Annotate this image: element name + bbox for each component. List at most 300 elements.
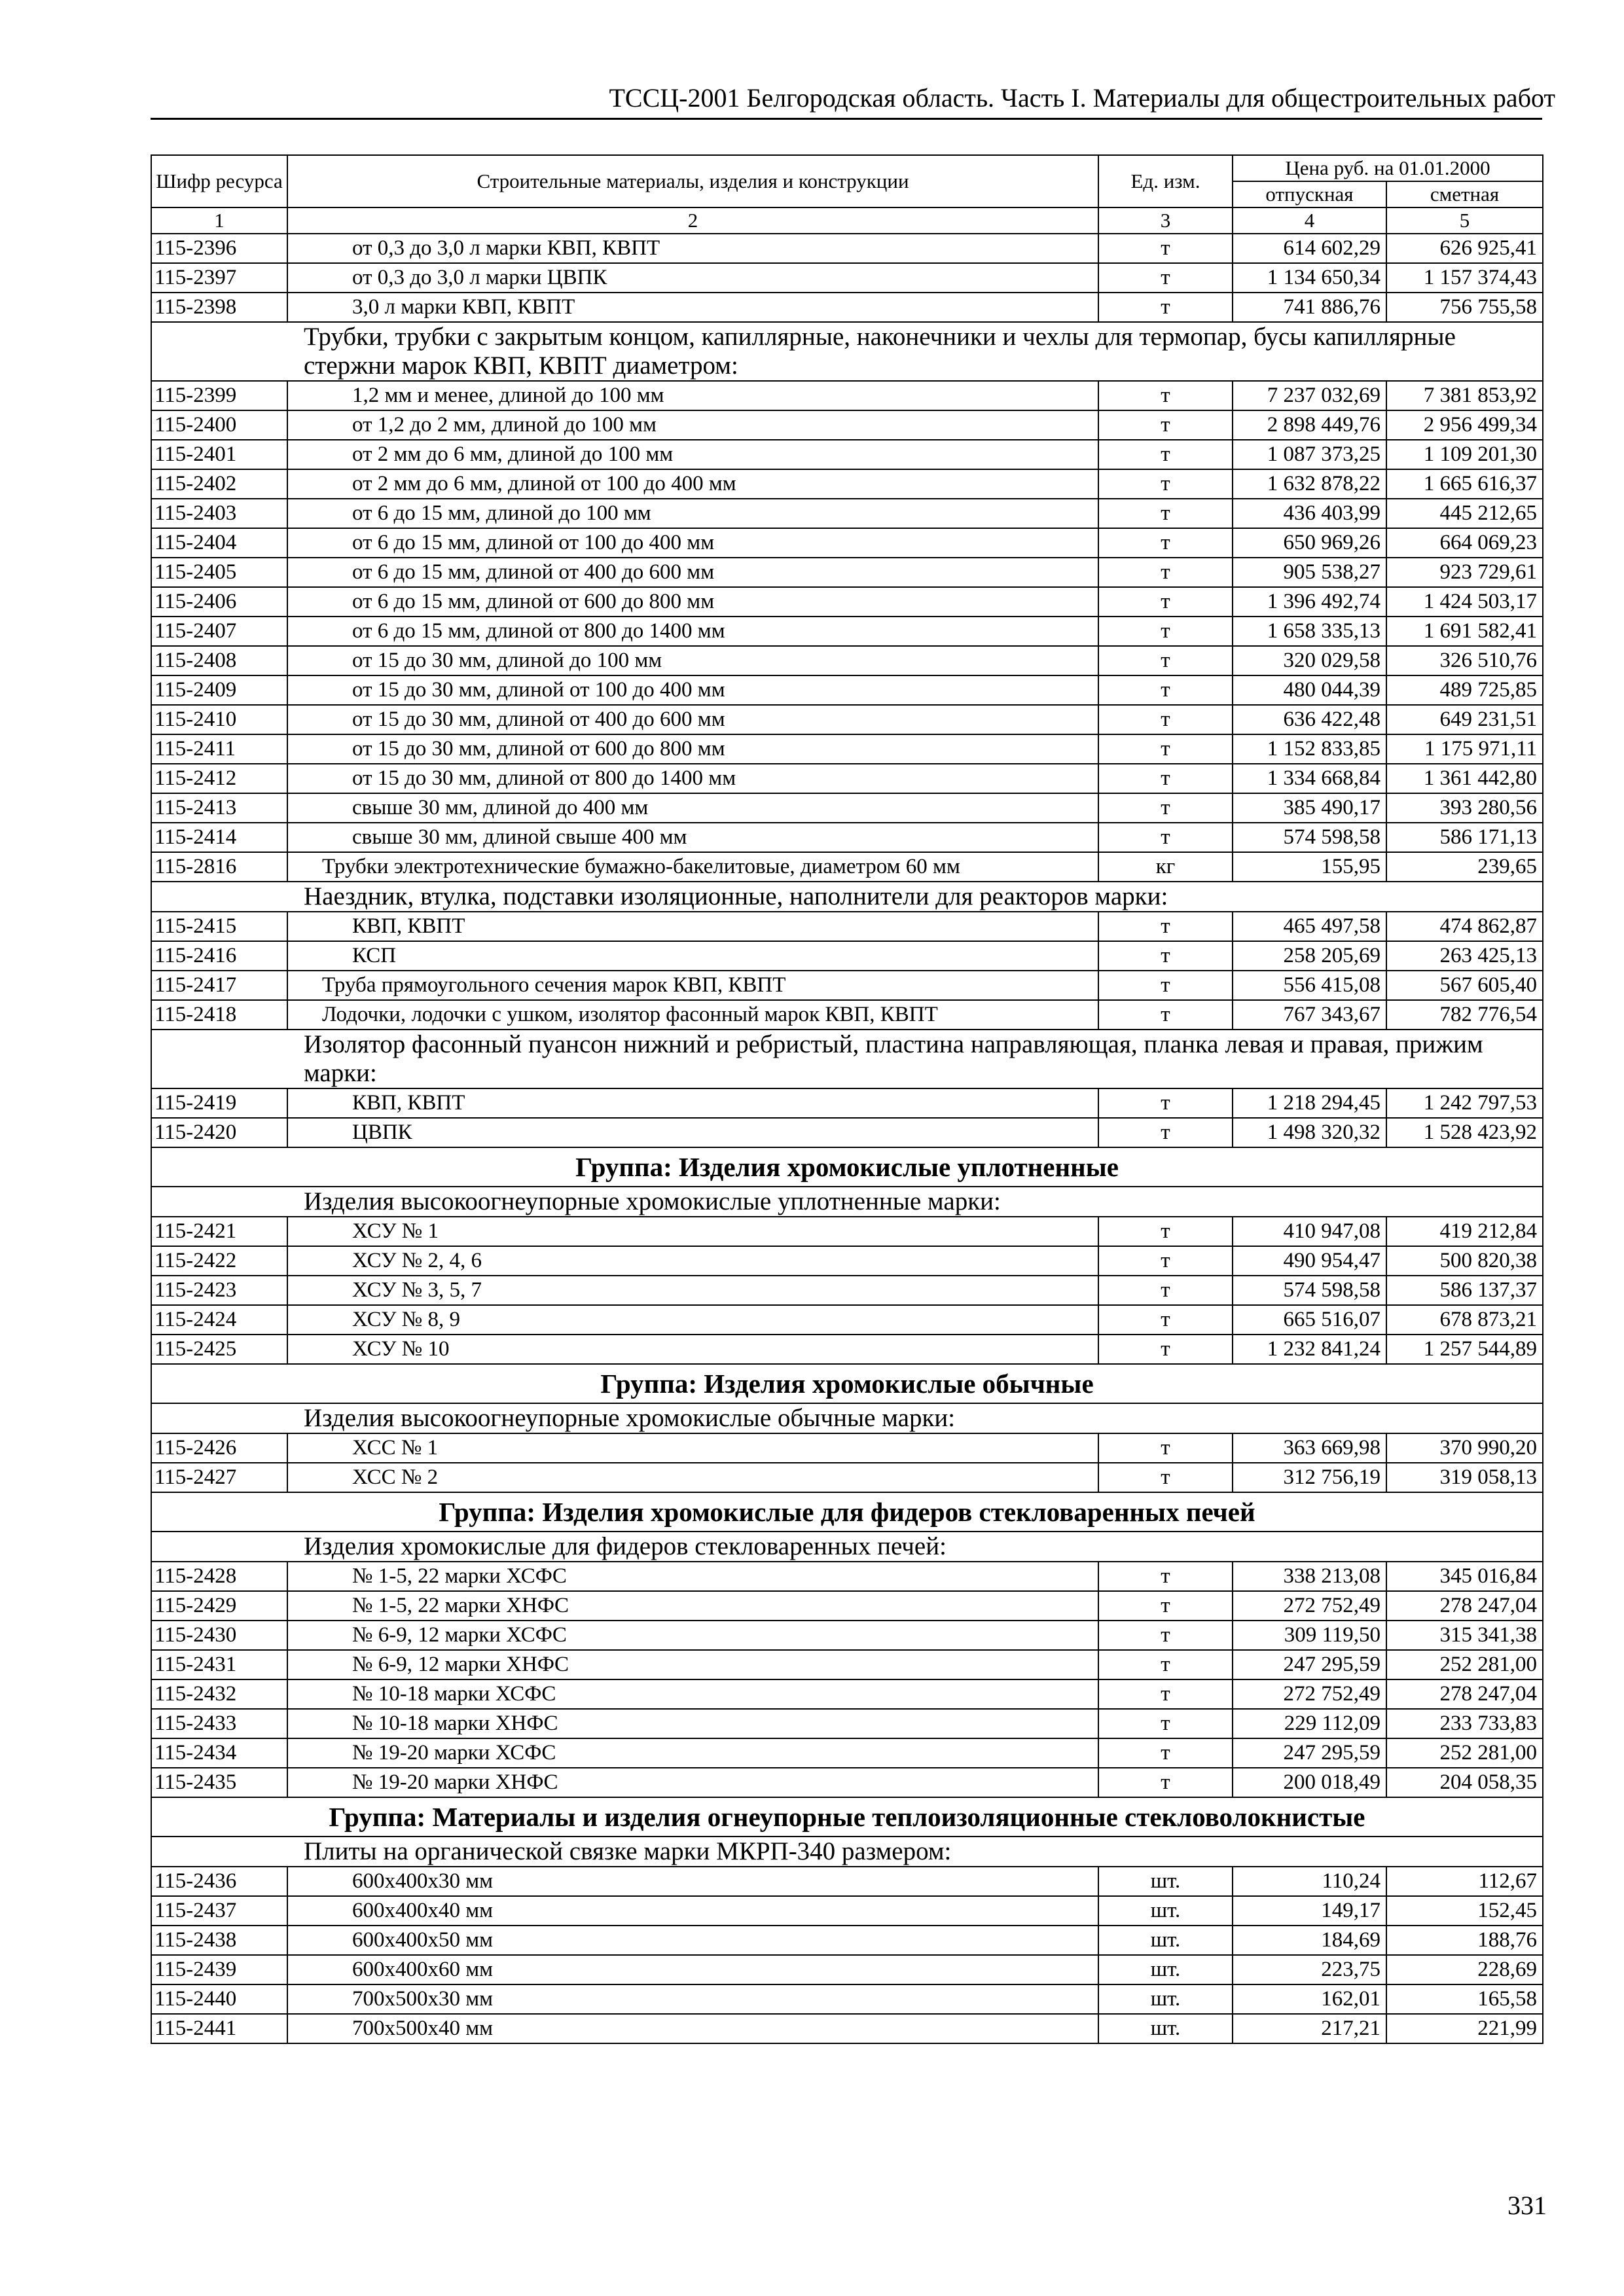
- resource-code: 115-2397: [151, 263, 287, 293]
- unit: т: [1098, 263, 1233, 293]
- table-row: [151, 234, 1543, 263]
- table-row: [151, 381, 1543, 410]
- release-price: 436 403,99: [1233, 499, 1386, 528]
- release-price: 110,24: [1233, 1867, 1386, 1896]
- estimate-price: 326 510,76: [1386, 646, 1543, 675]
- table-row: [151, 1738, 1543, 1768]
- table-row: [151, 1591, 1543, 1621]
- estimate-price: 419 212,84: [1386, 1217, 1543, 1246]
- release-price: 665 516,07: [1233, 1305, 1386, 1335]
- unit: т: [1098, 1709, 1233, 1738]
- estimate-price: 756 755,58: [1386, 293, 1543, 322]
- table-row: [151, 1118, 1543, 1147]
- table-row: [151, 1955, 1543, 1984]
- material-name: от 2 мм до 6 мм, длиной от 100 до 400 мм: [287, 469, 1098, 499]
- material-name: 600x400x30 мм: [287, 1867, 1098, 1896]
- material-name: ХСУ № 8, 9: [287, 1305, 1098, 1335]
- table-row: [151, 1650, 1543, 1679]
- unit: шт.: [1098, 1867, 1233, 1896]
- group-heading: Группа: Материалы и изделия огнеупорные теплоизоляционные стекловолокнистые: [151, 1797, 1543, 1837]
- material-name: от 15 до 30 мм, длиной от 100 до 400 мм: [287, 675, 1098, 705]
- unit: шт.: [1098, 2014, 1233, 2043]
- resource-code: 115-2409: [151, 675, 287, 705]
- release-price: 636 422,48: [1233, 705, 1386, 734]
- table-row: [151, 440, 1543, 469]
- release-price: 217,21: [1233, 2014, 1386, 2043]
- table-row: [151, 1088, 1543, 1118]
- resource-code: 115-2426: [151, 1433, 287, 1463]
- release-price: 1 232 841,24: [1233, 1335, 1386, 1364]
- table-row: [151, 1305, 1543, 1335]
- table-row: [151, 1217, 1543, 1246]
- estimate-price: 586 137,37: [1386, 1276, 1543, 1305]
- resource-code: 115-2431: [151, 1650, 287, 1679]
- release-price: 490 954,47: [1233, 1246, 1386, 1276]
- table-row: [151, 263, 1543, 293]
- estimate-price: 649 231,51: [1386, 705, 1543, 734]
- release-price: 574 598,58: [1233, 823, 1386, 852]
- unit: т: [1098, 764, 1233, 793]
- group-row: [151, 1797, 1543, 1837]
- material-name: 700x500x30 мм: [287, 1984, 1098, 2014]
- resource-code: 115-2399: [151, 381, 287, 410]
- subsection-row: [151, 882, 1543, 912]
- release-price: 155,95: [1233, 852, 1386, 882]
- material-name: от 15 до 30 мм, длиной от 400 до 600 мм: [287, 705, 1098, 734]
- material-name: 600x400x50 мм: [287, 1926, 1098, 1955]
- material-name: № 1-5, 22 марки ХСФС: [287, 1562, 1098, 1591]
- resource-code: 115-2400: [151, 410, 287, 440]
- group-heading: Группа: Изделия хромокислые уплотненные: [151, 1147, 1543, 1187]
- material-name: 600x400x60 мм: [287, 1955, 1098, 1984]
- table-row: [151, 705, 1543, 734]
- release-price: 149,17: [1233, 1896, 1386, 1926]
- unit: т: [1098, 528, 1233, 558]
- unit: т: [1098, 1650, 1233, 1679]
- release-price: 229 112,09: [1233, 1709, 1386, 1738]
- resource-code: 115-2436: [151, 1867, 287, 1896]
- unit: т: [1098, 1276, 1233, 1305]
- estimate-price: 1 257 544,89: [1386, 1335, 1543, 1364]
- material-name: от 6 до 15 мм, длиной от 600 до 800 мм: [287, 587, 1098, 617]
- material-name: Труба прямоугольного сечения марок КВП, КВПТ: [287, 971, 1098, 1000]
- release-price: 574 598,58: [1233, 1276, 1386, 1305]
- unit: т: [1098, 1621, 1233, 1650]
- estimate-price: 370 990,20: [1386, 1433, 1543, 1463]
- table-row: [151, 1896, 1543, 1926]
- resource-code: 115-2428: [151, 1562, 287, 1591]
- page-header-title: ТССЦ-2001 Белгородская область. Часть I. Материалы для общестроительных работ: [609, 83, 1555, 113]
- table-row: [151, 1867, 1543, 1896]
- table-row: [151, 1679, 1543, 1709]
- resource-code: 115-2402: [151, 469, 287, 499]
- subsection-heading: Трубки, трубки с закрытым концом, капиллярные, наконечники и чехлы для термопар, бусы капиллярные стержни марок КВП, КВПТ диаметром:: [151, 322, 1543, 381]
- material-name: № 6-9, 12 марки ХСФС: [287, 1621, 1098, 1650]
- release-price: 258 205,69: [1233, 941, 1386, 971]
- table-row: [151, 764, 1543, 793]
- material-name: № 19-20 марки ХНФС: [287, 1768, 1098, 1797]
- table-row: [151, 558, 1543, 587]
- estimate-price: 278 247,04: [1386, 1591, 1543, 1621]
- page-number: 331: [1507, 2191, 1547, 2220]
- material-name: свыше 30 мм, длиной до 400 мм: [287, 793, 1098, 823]
- estimate-price: 393 280,56: [1386, 793, 1543, 823]
- unit: т: [1098, 1335, 1233, 1364]
- release-price: 272 752,49: [1233, 1591, 1386, 1621]
- estimate-price: 1 528 423,92: [1386, 1118, 1543, 1147]
- price-table: [151, 154, 1543, 2044]
- unit: т: [1098, 469, 1233, 499]
- material-name: ХСС № 1: [287, 1433, 1098, 1463]
- table-row: [151, 1562, 1543, 1591]
- estimate-price: 2 956 499,34: [1386, 410, 1543, 440]
- unit: т: [1098, 1738, 1233, 1768]
- table-row: [151, 1276, 1543, 1305]
- table-row: [151, 971, 1543, 1000]
- header-divider: [151, 118, 1542, 120]
- unit: т: [1098, 1433, 1233, 1463]
- material-name: № 10-18 марки ХСФС: [287, 1679, 1098, 1709]
- release-price: 223,75: [1233, 1955, 1386, 1984]
- estimate-price: 1 109 201,30: [1386, 440, 1543, 469]
- unit: т: [1098, 734, 1233, 764]
- material-name: Лодочки, лодочки с ушком, изолятор фасонный марок КВП, КВПТ: [287, 1000, 1098, 1030]
- resource-code: 115-2413: [151, 793, 287, 823]
- estimate-price: 1 361 442,80: [1386, 764, 1543, 793]
- resource-code: 115-2425: [151, 1335, 287, 1364]
- estimate-price: 252 281,00: [1386, 1650, 1543, 1679]
- estimate-price: 278 247,04: [1386, 1679, 1543, 1709]
- subsection-heading: Наездник, втулка, подставки изоляционные, наполнители для реакторов марки:: [151, 882, 1543, 912]
- material-name: от 0,3 до 3,0 л марки КВП, КВПТ: [287, 234, 1098, 263]
- header-release: отпускная: [1233, 181, 1386, 207]
- release-price: 905 538,27: [1233, 558, 1386, 587]
- estimate-price: 112,67: [1386, 1867, 1543, 1896]
- unit: кг: [1098, 852, 1233, 882]
- material-name: свыше 30 мм, длиной свыше 400 мм: [287, 823, 1098, 852]
- material-name: от 6 до 15 мм, длиной от 800 до 1400 мм: [287, 617, 1098, 646]
- table-header: [151, 155, 1543, 234]
- unit: т: [1098, 912, 1233, 941]
- group-heading: Группа: Изделия хромокислые обычные: [151, 1364, 1543, 1403]
- table-row: [151, 793, 1543, 823]
- material-name: № 10-18 марки ХНФС: [287, 1709, 1098, 1738]
- estimate-price: 678 873,21: [1386, 1305, 1543, 1335]
- resource-code: 115-2396: [151, 234, 287, 263]
- unit: т: [1098, 440, 1233, 469]
- unit: т: [1098, 1768, 1233, 1797]
- resource-code: 115-2423: [151, 1276, 287, 1305]
- release-price: 614 602,29: [1233, 234, 1386, 263]
- table-row: [151, 1246, 1543, 1276]
- table-row: [151, 2014, 1543, 2043]
- material-name: от 15 до 30 мм, длиной до 100 мм: [287, 646, 1098, 675]
- unit: т: [1098, 617, 1233, 646]
- estimate-price: 204 058,35: [1386, 1768, 1543, 1797]
- release-price: 1 396 492,74: [1233, 587, 1386, 617]
- subsection-heading: Плиты на органической связке марки МКРП-340 размером:: [151, 1837, 1543, 1867]
- estimate-price: 1 175 971,11: [1386, 734, 1543, 764]
- table-row: [151, 1335, 1543, 1364]
- resource-code: 115-2417: [151, 971, 287, 1000]
- release-price: 1 134 650,34: [1233, 263, 1386, 293]
- resource-code: 115-2438: [151, 1926, 287, 1955]
- resource-code: 115-2430: [151, 1621, 287, 1650]
- header-name: Строительные материалы, изделия и конструкции: [287, 155, 1098, 207]
- material-name: ХСУ № 3, 5, 7: [287, 1276, 1098, 1305]
- resource-code: 115-2421: [151, 1217, 287, 1246]
- resource-code: 115-2406: [151, 587, 287, 617]
- estimate-price: 152,45: [1386, 1896, 1543, 1926]
- resource-code: 115-2416: [151, 941, 287, 971]
- group-row: [151, 1364, 1543, 1403]
- table-row: [151, 587, 1543, 617]
- subsection-row: [151, 1532, 1543, 1562]
- release-price: 1 087 373,25: [1233, 440, 1386, 469]
- estimate-price: 489 725,85: [1386, 675, 1543, 705]
- release-price: 650 969,26: [1233, 528, 1386, 558]
- group-heading: Группа: Изделия хромокислые для фидеров стекловаренных печей: [151, 1492, 1543, 1532]
- resource-code: 115-2418: [151, 1000, 287, 1030]
- unit: т: [1098, 705, 1233, 734]
- material-name: ХСУ № 10: [287, 1335, 1098, 1364]
- material-name: Трубки электротехнические бумажно-бакелитовые, диаметром 60 мм: [287, 852, 1098, 882]
- material-name: ХСУ № 1: [287, 1217, 1098, 1246]
- estimate-price: 319 058,13: [1386, 1463, 1543, 1492]
- unit: шт.: [1098, 1926, 1233, 1955]
- estimate-price: 923 729,61: [1386, 558, 1543, 587]
- release-price: 312 756,19: [1233, 1463, 1386, 1492]
- estimate-price: 221,99: [1386, 2014, 1543, 2043]
- estimate-price: 1 424 503,17: [1386, 587, 1543, 617]
- release-price: 184,69: [1233, 1926, 1386, 1955]
- release-price: 385 490,17: [1233, 793, 1386, 823]
- estimate-price: 188,76: [1386, 1926, 1543, 1955]
- material-name: КВП, КВПТ: [287, 912, 1098, 941]
- resource-code: 115-2405: [151, 558, 287, 587]
- release-price: 247 295,59: [1233, 1738, 1386, 1768]
- unit: шт.: [1098, 1955, 1233, 1984]
- resource-code: 115-2403: [151, 499, 287, 528]
- resource-code: 115-2407: [151, 617, 287, 646]
- material-name: ЦВПК: [287, 1118, 1098, 1147]
- resource-code: 115-2429: [151, 1591, 287, 1621]
- table-body: [151, 234, 1543, 2043]
- unit: т: [1098, 587, 1233, 617]
- resource-code: 115-2424: [151, 1305, 287, 1335]
- subsection-heading: Изолятор фасонный пуансон нижний и ребристый, пластина направляющая, планка левая и правая, прижим марки:: [151, 1030, 1543, 1088]
- unit: т: [1098, 823, 1233, 852]
- release-price: 338 213,08: [1233, 1562, 1386, 1591]
- table-row: [151, 675, 1543, 705]
- col-number: 4: [1233, 207, 1386, 234]
- unit: т: [1098, 941, 1233, 971]
- col-number: 5: [1386, 207, 1543, 234]
- unit: т: [1098, 1591, 1233, 1621]
- resource-code: 115-2415: [151, 912, 287, 941]
- release-price: 1 498 320,32: [1233, 1118, 1386, 1147]
- table-row: [151, 1621, 1543, 1650]
- resource-code: 115-2440: [151, 1984, 287, 2014]
- unit: т: [1098, 971, 1233, 1000]
- estimate-price: 1 157 374,43: [1386, 263, 1543, 293]
- unit: шт.: [1098, 1896, 1233, 1926]
- header-code: Шифр ресурса: [151, 155, 287, 207]
- table-row: [151, 852, 1543, 882]
- unit: т: [1098, 1562, 1233, 1591]
- material-name: № 6-9, 12 марки ХНФС: [287, 1650, 1098, 1679]
- material-name: № 1-5, 22 марки ХНФС: [287, 1591, 1098, 1621]
- subsection-row: [151, 1187, 1543, 1217]
- unit: т: [1098, 293, 1233, 322]
- resource-code: 115-2419: [151, 1088, 287, 1118]
- column-number-row: [151, 207, 1543, 234]
- subsection-heading: Изделия хромокислые для фидеров стекловаренных печей:: [151, 1532, 1543, 1562]
- estimate-price: 7 381 853,92: [1386, 381, 1543, 410]
- material-name: от 1,2 до 2 мм, длиной до 100 мм: [287, 410, 1098, 440]
- release-price: 556 415,08: [1233, 971, 1386, 1000]
- resource-code: 115-2410: [151, 705, 287, 734]
- release-price: 320 029,58: [1233, 646, 1386, 675]
- estimate-price: 228,69: [1386, 1955, 1543, 1984]
- estimate-price: 586 171,13: [1386, 823, 1543, 852]
- group-row: [151, 1492, 1543, 1532]
- material-name: 3,0 л марки КВП, КВПТ: [287, 293, 1098, 322]
- table-row: [151, 617, 1543, 646]
- col-number: 2: [287, 207, 1098, 234]
- release-price: 162,01: [1233, 1984, 1386, 2014]
- estimate-price: 263 425,13: [1386, 941, 1543, 971]
- release-price: 1 658 335,13: [1233, 617, 1386, 646]
- material-name: 700x500x40 мм: [287, 2014, 1098, 2043]
- resource-code: 115-2441: [151, 2014, 287, 2043]
- release-price: 1 152 833,85: [1233, 734, 1386, 764]
- release-price: 363 669,98: [1233, 1433, 1386, 1463]
- release-price: 247 295,59: [1233, 1650, 1386, 1679]
- unit: т: [1098, 1679, 1233, 1709]
- estimate-price: 664 069,23: [1386, 528, 1543, 558]
- material-name: от 6 до 15 мм, длиной от 400 до 600 мм: [287, 558, 1098, 587]
- subsection-row: [151, 1837, 1543, 1867]
- table-row: [151, 469, 1543, 499]
- subsection-row: [151, 1030, 1543, 1088]
- subsection-row: [151, 1403, 1543, 1433]
- resource-code: 115-2439: [151, 1955, 287, 1984]
- material-name: ХСУ № 2, 4, 6: [287, 1246, 1098, 1276]
- material-name: КВП, КВПТ: [287, 1088, 1098, 1118]
- unit: т: [1098, 675, 1233, 705]
- resource-code: 115-2433: [151, 1709, 287, 1738]
- estimate-price: 315 341,38: [1386, 1621, 1543, 1650]
- table-row: [151, 1926, 1543, 1955]
- unit: т: [1098, 381, 1233, 410]
- release-price: 767 343,67: [1233, 1000, 1386, 1030]
- release-price: 410 947,08: [1233, 1217, 1386, 1246]
- estimate-price: 782 776,54: [1386, 1000, 1543, 1030]
- unit: шт.: [1098, 1984, 1233, 2014]
- resource-code: 115-2408: [151, 646, 287, 675]
- resource-code: 115-2427: [151, 1463, 287, 1492]
- subsection-heading: Изделия высокоогнеупорные хромокислые уплотненные марки:: [151, 1187, 1543, 1217]
- release-price: 7 237 032,69: [1233, 381, 1386, 410]
- unit: т: [1098, 1217, 1233, 1246]
- release-price: 480 044,39: [1233, 675, 1386, 705]
- material-name: от 0,3 до 3,0 л марки ЦВПК: [287, 263, 1098, 293]
- estimate-price: 474 862,87: [1386, 912, 1543, 941]
- unit: т: [1098, 646, 1233, 675]
- subsection-row: [151, 322, 1543, 381]
- unit: т: [1098, 1305, 1233, 1335]
- release-price: 272 752,49: [1233, 1679, 1386, 1709]
- release-price: 741 886,76: [1233, 293, 1386, 322]
- material-name: от 6 до 15 мм, длиной до 100 мм: [287, 499, 1098, 528]
- release-price: 200 018,49: [1233, 1768, 1386, 1797]
- resource-code: 115-2412: [151, 764, 287, 793]
- unit: т: [1098, 1118, 1233, 1147]
- table-row: [151, 734, 1543, 764]
- unit: т: [1098, 1088, 1233, 1118]
- estimate-price: 239,65: [1386, 852, 1543, 882]
- resource-code: 115-2404: [151, 528, 287, 558]
- estimate-price: 567 605,40: [1386, 971, 1543, 1000]
- resource-code: 115-2422: [151, 1246, 287, 1276]
- estimate-price: 1 665 616,37: [1386, 469, 1543, 499]
- header-estimate: сметная: [1386, 181, 1543, 207]
- table-row: [151, 1709, 1543, 1738]
- table-row: [151, 912, 1543, 941]
- header-unit: Ед. изм.: [1098, 155, 1233, 207]
- table-row: [151, 528, 1543, 558]
- table-row: [151, 1000, 1543, 1030]
- resource-code: 115-2414: [151, 823, 287, 852]
- group-row: [151, 1147, 1543, 1187]
- table-row: [151, 1984, 1543, 2014]
- table-row: [151, 499, 1543, 528]
- resource-code: 115-2401: [151, 440, 287, 469]
- material-name: ХСС № 2: [287, 1463, 1098, 1492]
- release-price: 1 632 878,22: [1233, 469, 1386, 499]
- resource-code: 115-2437: [151, 1896, 287, 1926]
- estimate-price: 345 016,84: [1386, 1562, 1543, 1591]
- table-row: [151, 1433, 1543, 1463]
- material-name: от 15 до 30 мм, длиной от 800 до 1400 мм: [287, 764, 1098, 793]
- subsection-heading: Изделия высокоогнеупорные хромокислые обычные марки:: [151, 1403, 1543, 1433]
- material-name: 1,2 мм и менее, длиной до 100 мм: [287, 381, 1098, 410]
- unit: т: [1098, 793, 1233, 823]
- header-price: Цена руб. на 01.01.2000: [1233, 155, 1543, 181]
- unit: т: [1098, 499, 1233, 528]
- estimate-price: 500 820,38: [1386, 1246, 1543, 1276]
- resource-code: 115-2435: [151, 1768, 287, 1797]
- resource-code: 115-2816: [151, 852, 287, 882]
- release-price: 1 334 668,84: [1233, 764, 1386, 793]
- release-price: 465 497,58: [1233, 912, 1386, 941]
- material-name: от 15 до 30 мм, длиной от 600 до 800 мм: [287, 734, 1098, 764]
- table-row: [151, 646, 1543, 675]
- estimate-price: 233 733,83: [1386, 1709, 1543, 1738]
- col-number: 3: [1098, 207, 1233, 234]
- resource-code: 115-2398: [151, 293, 287, 322]
- material-name: от 2 мм до 6 мм, длиной до 100 мм: [287, 440, 1098, 469]
- unit: т: [1098, 558, 1233, 587]
- resource-code: 115-2411: [151, 734, 287, 764]
- col-number: 1: [151, 207, 287, 234]
- table-row: [151, 293, 1543, 322]
- unit: т: [1098, 1000, 1233, 1030]
- unit: т: [1098, 1463, 1233, 1492]
- estimate-price: 1 242 797,53: [1386, 1088, 1543, 1118]
- estimate-price: 252 281,00: [1386, 1738, 1543, 1768]
